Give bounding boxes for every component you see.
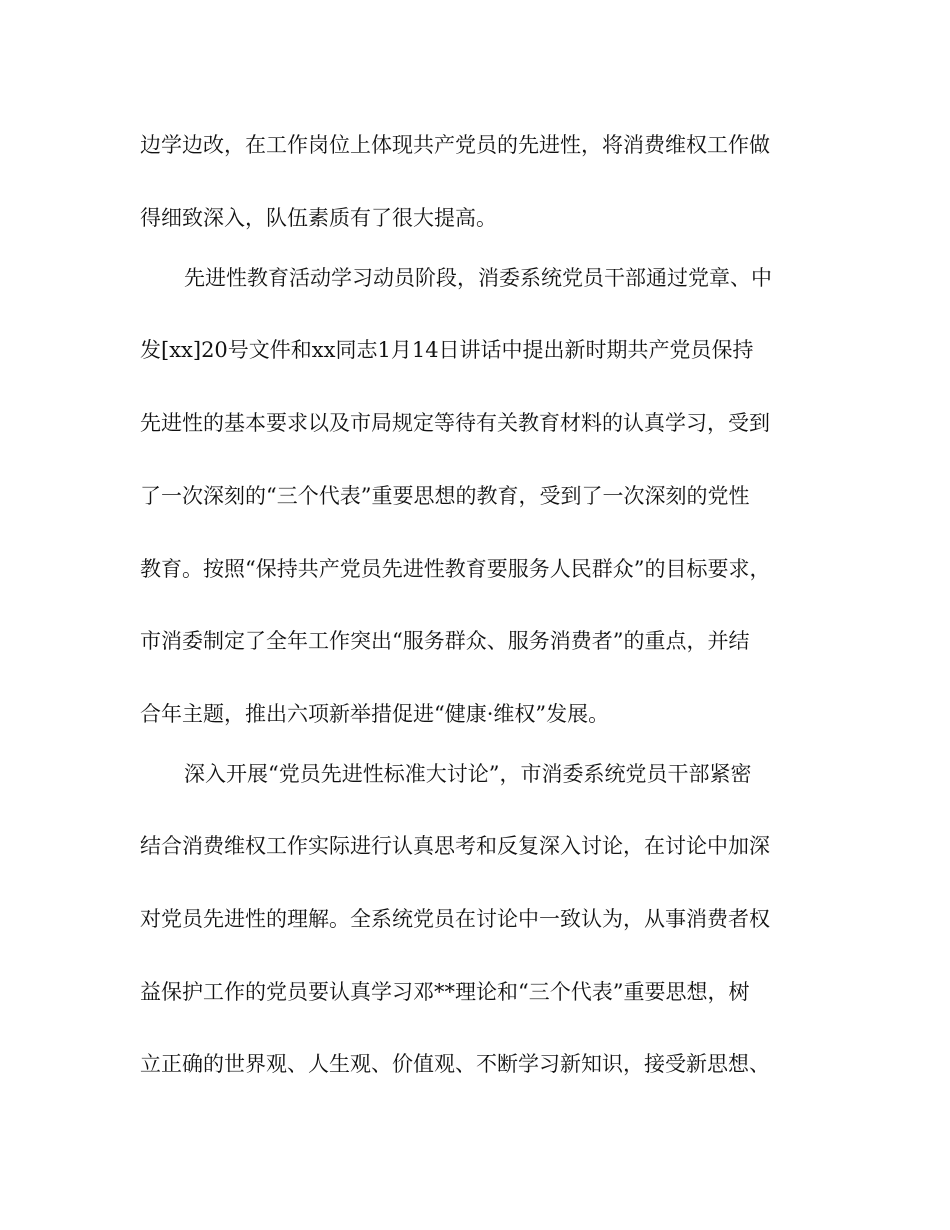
paragraph-line: 教育。按照“保持共产党员先进性教育要服务人民群众”的目标要求， [140,557,771,581]
paragraph-line: 立正确的世界观、人生观、价值观、不断学习新知识，接受新思想、 [140,1052,770,1076]
paragraph-line: 边学边改，在工作岗位上体现共产党员的先进性，将消费维权工作做 [140,133,770,157]
paragraph-line: 合年主题，推出六项新举措促进“健康·维权”发展。 [140,702,610,726]
paragraph-line: 得细致深入，队伍素质有了很大提高。 [140,206,497,230]
paragraph-line: 对党员先进性的理解。全系统党员在讨论中一致认为，从事消费者权 [140,907,770,931]
paragraph-line: 发[xx]20号文件和xx同志1月14日讲话中提出新时期共产党员保持 [140,338,754,362]
paragraph-first-line: 先进性教育活动学习动员阶段，消委系统党员干部通过党章、中 [184,266,772,290]
paragraph-first-line: 深入开展“党员先进性标准大讨论”，市消委系统党员干部紧密 [184,762,752,786]
paragraph-line: 结合消费维权工作实际进行认真思考和反复深入讨论，在讨论中加深 [140,834,770,858]
paragraph-line: 益保护工作的党员要认真学习邓**理论和“三个代表”重要思想，树 [140,980,750,1004]
paragraph-line: 了一次深刻的“三个代表”重要思想的教育，受到了一次深刻的党性 [140,484,750,508]
paragraph-line: 先进性的基本要求以及市局规定等待有关教育材料的认真学习，受到 [140,411,770,435]
paragraph-line: 市消委制定了全年工作突出“服务群众、服务消费者”的重点，并结 [140,629,750,653]
